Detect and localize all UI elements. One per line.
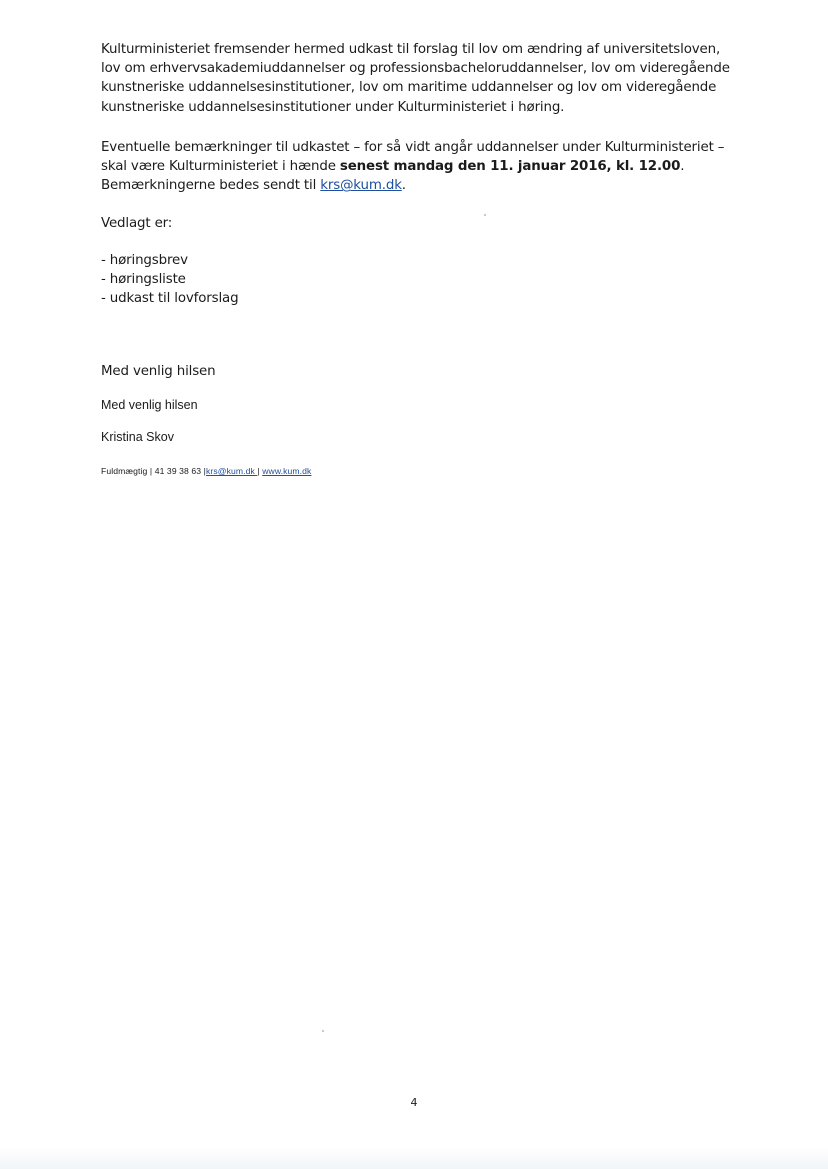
intro-paragraph: Kulturministeriet fremsender hermed udkast til forslag til lov om ændring af universitetsloven, lov om erhvervsakademiuddannelser og professionsbacheloruddannelser, lov om videregående kunstneriske uddannelsesinstitutioner, lov om maritime uddannelser og lov om videregående kunstneriske uddannelsesinstitutioner under Kulturministeriet i høring. (101, 42, 730, 115)
email-link[interactable]: krs@kum.dk (320, 178, 402, 194)
scan-speck (322, 1030, 324, 1032)
contact-line (101, 466, 311, 476)
contact-separator: | (201, 466, 207, 476)
deadline-text-start: Eventuelle bemærkninger til udkastet – for så vidt angår uddannelser under Kulturministeriet – skal være Kulturministeriet i hænde (101, 140, 725, 175)
closing-greeting: Med venlig hilsen (101, 364, 216, 379)
contact-phone: 41 39 38 63 (154, 466, 202, 476)
attachments-list (101, 251, 741, 309)
list-item: - udkast til lovforslag (101, 291, 239, 307)
deadline-text-middle: . Bemærkningerne bedes sendt til (101, 159, 685, 194)
deadline-date: senest mandag den 11. januar 2016, kl. 12.00 (339, 159, 681, 175)
list-item: - høringsbrev (101, 253, 188, 268)
page-number: 4 (410, 1096, 418, 1109)
contact-separator: | (257, 466, 263, 476)
signature-greeting: Med venlig hilsen (101, 398, 198, 412)
scan-edge-tint (0, 1147, 828, 1169)
scan-speck (484, 214, 486, 216)
contact-title: Fuldmægtig (101, 466, 148, 476)
deadline-paragraph (101, 138, 741, 196)
attachments-heading: Vedlagt er: (101, 216, 173, 231)
deadline-text-end: . (401, 178, 406, 194)
contact-separator: | (147, 466, 155, 476)
contact-email-link[interactable]: krs@kum.dk (206, 466, 258, 476)
signature-name: Kristina Skov (101, 430, 174, 444)
list-item: - høringsliste (101, 272, 186, 288)
website-link[interactable]: www.kum.dk (262, 466, 312, 476)
